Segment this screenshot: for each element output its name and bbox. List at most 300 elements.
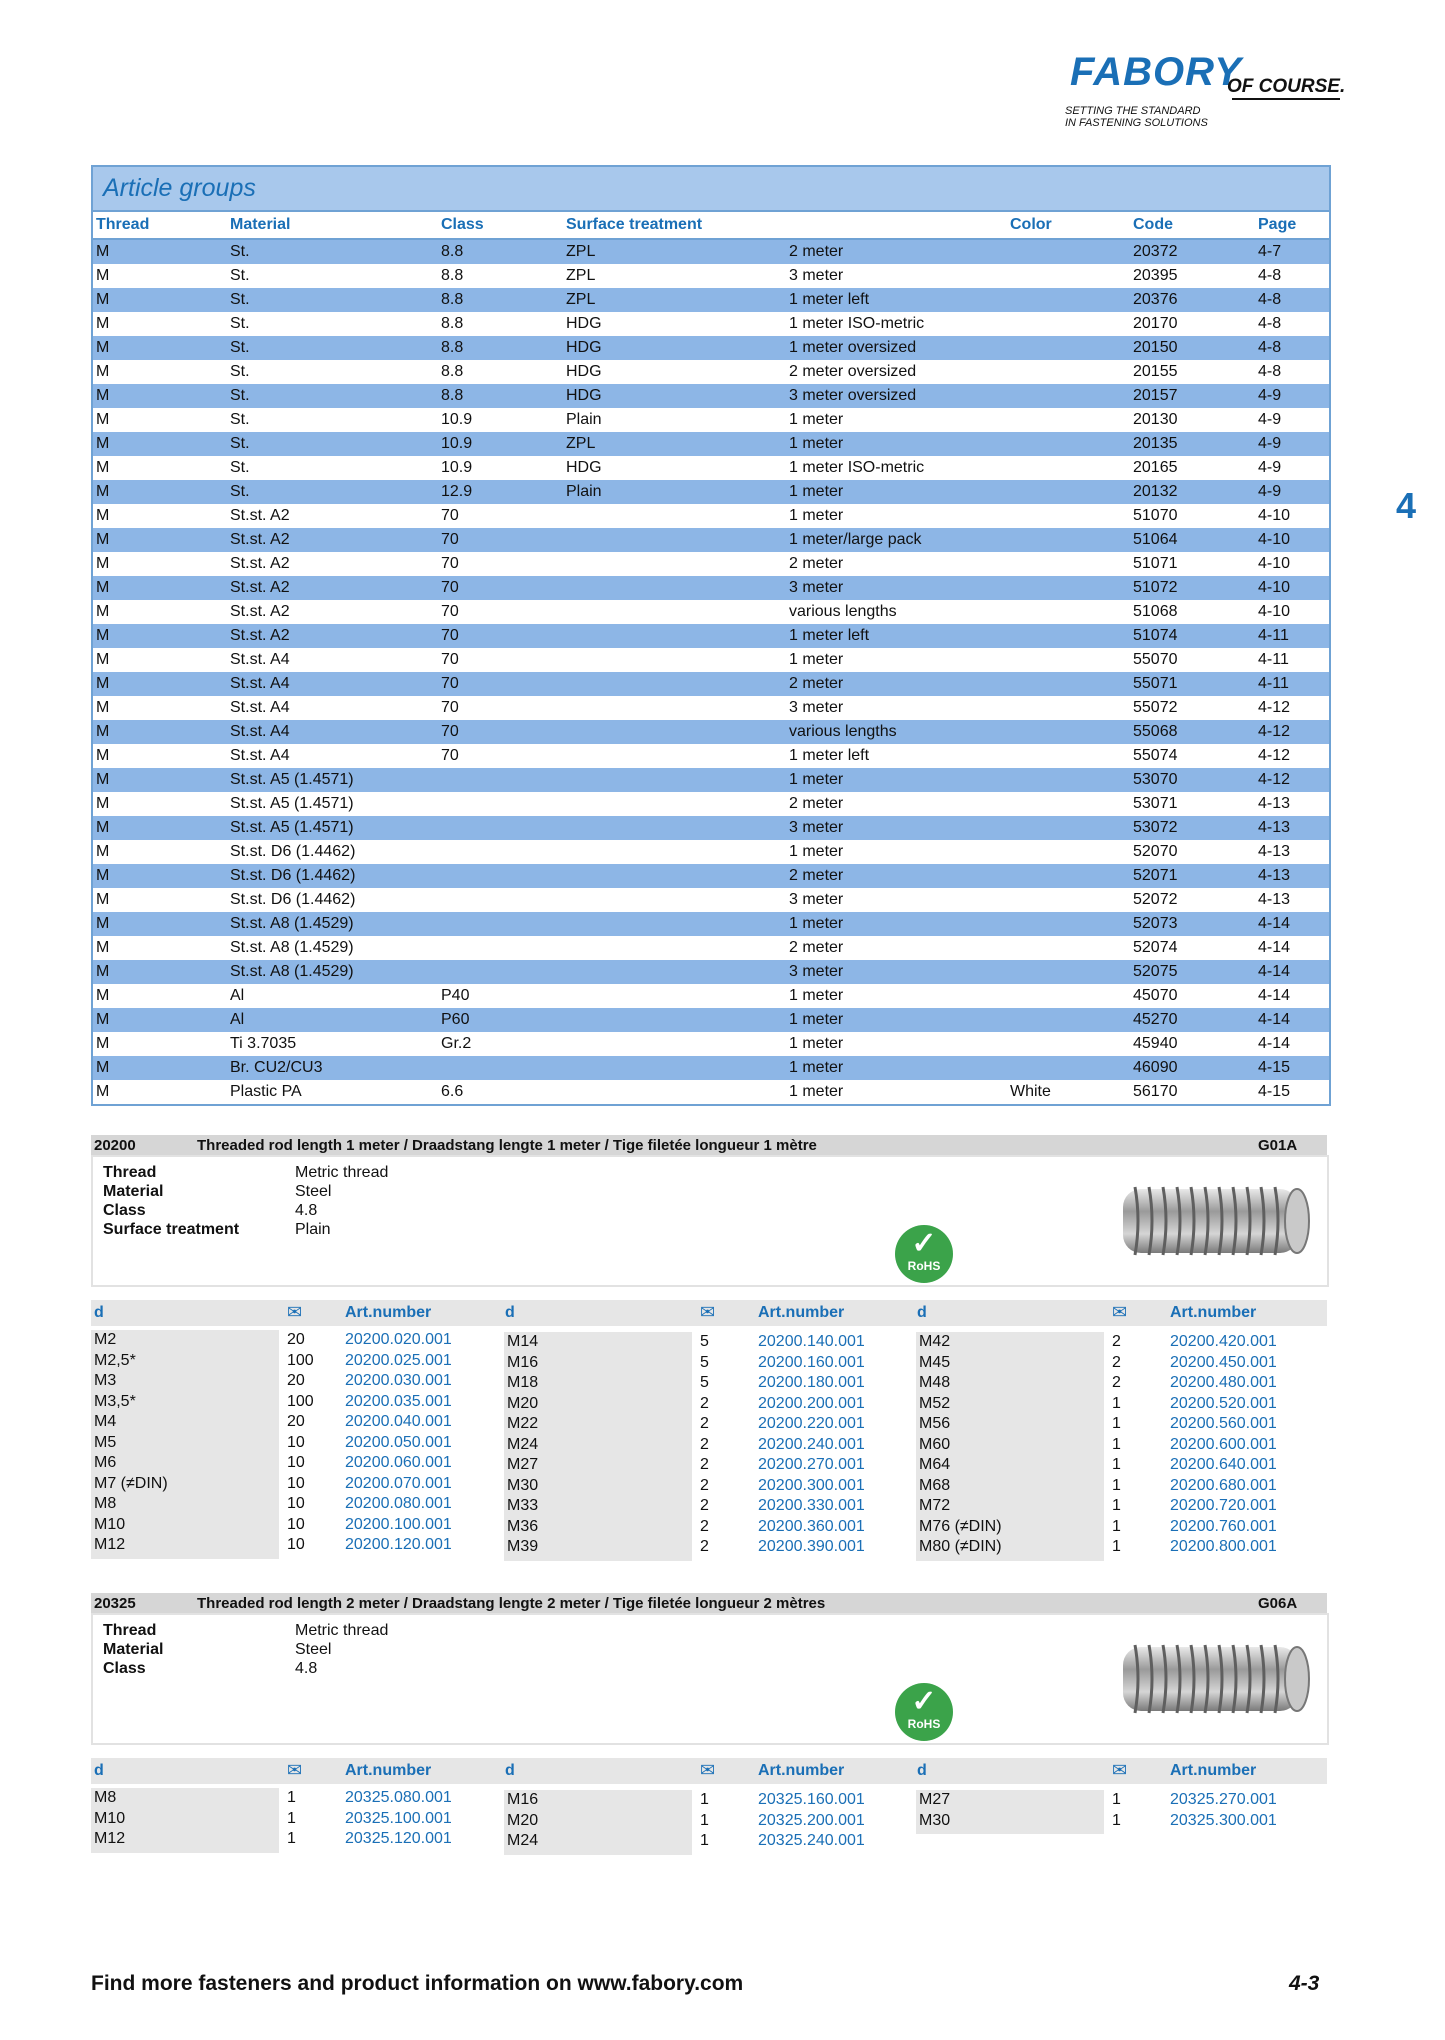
envelope-icon: ✉ [1112,1302,1128,1322]
article-group-cell: 51068 [1133,603,1178,620]
article-art: 20200.240.001 [758,1435,865,1453]
rohs-check-icon: ✓ RoHS [895,1683,953,1741]
article-art: 20200.100.001 [345,1515,452,1533]
envelope-icon: ✉ [1112,1760,1128,1780]
prop-label: Surface treatment [103,1221,240,1238]
article-group-cell: 20165 [1133,459,1178,476]
article-group-row [93,936,1329,960]
article-qty: 5 [700,1374,709,1391]
article-group-cell: 1 meter [789,771,844,788]
article-group-row [93,1032,1329,1056]
article-group-cell: 1 meter [789,507,844,524]
article-group-cell: 2 meter [789,555,844,572]
article-group-cell: M [96,771,110,788]
col-header-art: Art.number [758,1304,845,1321]
section-header-20325 [91,1593,1327,1613]
article-qty: 20 [287,1331,305,1348]
article-size: M33 [507,1497,539,1514]
header-page: Page [1258,216,1297,233]
article-group-cell: 2 meter [789,939,844,956]
article-group-row [93,1056,1329,1080]
col-header-d: d [94,1304,104,1321]
article-art: 20200.050.001 [345,1433,452,1451]
article-group-cell: 4-14 [1258,1035,1291,1052]
article-group-cell: St.st. A2 [230,507,290,524]
article-size: M52 [919,1394,951,1412]
article-art: 20200.760.001 [1170,1517,1277,1535]
article-group-cell: St.st. D6 (1.4462) [230,867,356,884]
article-group-cell: 4-10 [1258,579,1291,596]
section-code: 20200 [94,1137,136,1154]
article-group-cell: 3 meter [789,267,844,284]
article-group-cell: HDG [566,387,602,404]
article-group-cell: 55070 [1133,651,1178,668]
article-group-cell: 4-8 [1258,363,1282,380]
article-group-cell: 52070 [1133,843,1178,860]
section-ref: G06A [1258,1595,1298,1612]
col-header-art: Art.number [345,1762,432,1779]
article-group-cell: 4-13 [1258,843,1291,860]
article-group-cell: 53070 [1133,771,1178,788]
article-group-cell: 12.9 [441,483,473,500]
prop-label: Material [103,1183,164,1200]
article-group-cell: M [96,483,110,500]
article-size: M18 [507,1374,539,1391]
article-group-cell: St. [230,435,250,452]
article-group-row [93,360,1329,384]
article-size: M4 [94,1413,117,1430]
prop-value: Metric thread [295,1164,389,1181]
article-group-cell: St.st. A5 (1.4571) [230,771,354,788]
article-group-row [93,384,1329,408]
article-group-cell: St. [230,459,250,476]
article-art: 20325.120.001 [345,1830,452,1847]
article-qty: 2 [700,1435,709,1453]
article-size: M22 [507,1415,539,1432]
article-group-cell: 2 meter [789,675,844,692]
article-group-cell: 1 meter [789,1011,844,1028]
article-group-cell: St. [230,243,250,260]
article-qty: 10 [287,1536,305,1553]
article-group-cell: 70 [441,747,459,764]
article-group-cell: 1 meter oversized [789,339,917,356]
article-qty: 1 [1112,1538,1121,1555]
article-group-cell: 20132 [1133,483,1178,500]
article-group-cell: 4-14 [1258,915,1291,932]
article-group-cell: 4-8 [1258,267,1282,284]
header-class: Class [441,216,484,233]
article-group-cell: M [96,1035,110,1052]
article-group-row [93,312,1329,336]
section-title: Threaded rod length 2 meter / Draadstang lengte 2 meter / Tige filetée longueur 2 mètres [197,1595,826,1612]
article-size: M7 (≠DIN) [94,1474,168,1492]
article-art: 20200.070.001 [345,1474,452,1492]
article-art: 20200.480.001 [1170,1374,1277,1391]
article-group-cell: 1 meter left [789,747,870,764]
article-qty: 2 [1112,1333,1121,1350]
article-group-cell: M [96,843,110,860]
col-header-art: Art.number [758,1762,845,1779]
article-group-cell: 20395 [1133,267,1178,284]
article-group-cell: Al [230,987,245,1004]
article-group-cell: 4-8 [1258,291,1282,308]
article-group-cell: St. [230,315,250,332]
article-group-cell: 4-15 [1258,1059,1291,1076]
article-group-cell: 3 meter [789,819,844,836]
article-group-cell: 8.8 [441,267,464,284]
prop-label: Class [103,1202,146,1219]
article-group-cell: 70 [441,675,459,692]
article-size: M20 [507,1394,539,1412]
article-group-cell: 4-15 [1258,1083,1291,1100]
article-group-cell: 51071 [1133,555,1178,572]
article-group-cell: 2 meter [789,867,844,884]
article-group-cell: 55072 [1133,699,1178,716]
article-art: 20200.200.001 [758,1394,865,1412]
article-group-row [93,960,1329,984]
article-group-cell: 55074 [1133,747,1178,764]
article-group-cell: M [96,243,110,260]
header-surface: Surface treatment [566,216,703,233]
article-size: M48 [919,1374,951,1391]
article-group-cell: HDG [566,459,602,476]
article-group-cell: 8.8 [441,243,464,260]
article-art: 20325.100.001 [345,1809,452,1827]
article-group-cell: 51064 [1133,531,1178,548]
article-size: M2,5* [94,1351,136,1369]
article-group-cell: 55068 [1133,723,1178,740]
article-groups-body [93,240,1329,1104]
article-size: M6 [94,1454,117,1471]
article-size: M64 [919,1456,951,1473]
article-group-cell: St.st. A5 (1.4571) [230,819,354,836]
article-group-cell: 56170 [1133,1083,1178,1100]
article-group-cell: 4-9 [1258,411,1282,428]
article-group-cell: M [96,795,110,812]
article-group-cell: M [96,939,110,956]
article-group-cell: 52075 [1133,963,1178,980]
article-group-row [93,888,1329,912]
article-size: M8 [94,1495,117,1512]
article-group-cell: 70 [441,723,459,740]
article-group-cell: St.st. A8 (1.4529) [230,963,354,980]
article-art: 20325.270.001 [1170,1791,1277,1808]
article-art: 20200.080.001 [345,1495,452,1512]
col-header-art: Art.number [345,1304,432,1321]
article-group-cell: 1 meter ISO-metric [789,459,925,476]
prop-value: 4.8 [295,1660,318,1677]
article-group-row [93,552,1329,576]
article-size: M10 [94,1515,126,1533]
article-qty: 1 [1112,1394,1121,1412]
article-group-cell: M [96,651,110,668]
col-header-art: Art.number [1170,1762,1257,1779]
article-group-cell: St.st. A4 [230,651,290,668]
article-group-row [93,792,1329,816]
article-group-cell: 10.9 [441,411,473,428]
article-group-row [93,864,1329,888]
article-group-cell: Plain [566,411,602,428]
article-group-cell: 6.6 [441,1083,464,1100]
article-qty: 5 [700,1333,709,1350]
article-group-cell: various lengths [789,723,897,740]
logo-underline [1232,98,1340,100]
article-group-cell: 46090 [1133,1059,1178,1076]
logo-tagline: OF COURSE. [1227,76,1346,97]
article-art: 20200.160.001 [758,1353,865,1371]
article-group-cell: M [96,435,110,452]
prop-value: Metric thread [295,1622,389,1639]
section-code: 20325 [94,1595,136,1612]
col-header-art: Art.number [1170,1304,1257,1321]
article-group-cell: ZPL [566,435,596,452]
article-size: M14 [507,1333,539,1350]
article-group-cell: 4-12 [1258,747,1291,764]
article-size: M12 [94,1536,126,1553]
prop-value: Plain [295,1221,331,1238]
article-art: 20325.080.001 [345,1789,452,1806]
article-group-cell: 1 meter [789,1083,844,1100]
article-qty: 10 [287,1433,305,1451]
article-size: M30 [919,1811,951,1829]
article-group-cell: St. [230,363,250,380]
article-group-row [93,984,1329,1008]
article-group-cell: St.st. A2 [230,579,290,596]
header-color: Color [1010,216,1052,233]
article-group-cell: HDG [566,339,602,356]
article-art: 20200.035.001 [345,1392,452,1410]
article-group-cell: 4-9 [1258,387,1282,404]
article-group-cell: 52073 [1133,915,1178,932]
article-group-cell: ZPL [566,267,596,284]
article-group-row [93,504,1329,528]
article-group-row [93,768,1329,792]
article-art: 20200.060.001 [345,1454,452,1471]
article-group-row [93,912,1329,936]
article-art: 20200.220.001 [758,1415,865,1432]
article-group-cell: M [96,315,110,332]
article-group-row [93,624,1329,648]
article-qty: 1 [287,1830,296,1847]
article-qty: 1 [1112,1811,1121,1829]
article-group-cell: 3 meter [789,963,844,980]
article-group-row [93,816,1329,840]
envelope-icon: ✉ [700,1302,716,1322]
article-group-row [93,1080,1329,1104]
article-group-cell: 4-12 [1258,723,1291,740]
article-group-cell: 45070 [1133,987,1178,1004]
article-group-cell: 20155 [1133,363,1178,380]
article-group-cell: 45270 [1133,1011,1178,1028]
article-size: M56 [919,1415,951,1432]
article-group-cell: M [96,1011,110,1028]
article-group-cell: St.st. A2 [230,627,290,644]
article-qty: 1 [1112,1791,1121,1808]
envelope-icon: ✉ [700,1760,716,1780]
header-code: Code [1133,216,1173,233]
col-header-d: d [917,1304,927,1321]
article-group-cell: St.st. A2 [230,603,290,620]
article-size: M20 [507,1811,539,1829]
footer-text: Find more fasteners and product information on www.fabory.com [91,1972,744,1995]
article-group-cell: 1 meter [789,651,844,668]
article-group-cell: 1 meter ISO-metric [789,315,925,332]
article-art: 20325.160.001 [758,1791,865,1808]
article-group-cell: 4-9 [1258,483,1282,500]
article-qty: 10 [287,1515,305,1533]
chapter-number: 4 [1396,485,1417,526]
article-group-cell: 4-7 [1258,243,1282,260]
article-group-cell: 10.9 [441,459,473,476]
article-art: 20200.420.001 [1170,1333,1277,1350]
article-size: M10 [94,1809,126,1827]
article-group-cell: 4-14 [1258,939,1291,956]
article-qty: 2 [1112,1353,1121,1371]
article-group-cell: Plain [566,483,602,500]
article-group-cell: 1 meter [789,1035,844,1052]
article-qty: 1 [700,1832,709,1849]
envelope-icon: ✉ [287,1302,303,1322]
article-group-cell: Ti 3.7035 [230,1035,297,1052]
article-group-cell: 1 meter left [789,627,870,644]
article-group-cell: 70 [441,579,459,596]
article-group-cell: 2 meter [789,243,844,260]
article-group-cell: 8.8 [441,387,464,404]
article-size: M76 (≠DIN) [919,1517,1002,1535]
col-header-d: d [505,1304,515,1321]
article-qty: 1 [1112,1476,1121,1494]
article-size: M3 [94,1372,117,1389]
article-size: M45 [919,1353,951,1371]
article-size: M3,5* [94,1392,136,1410]
article-qty: 100 [287,1351,314,1369]
article-group-cell: White [1010,1083,1051,1100]
article-group-cell: 20157 [1133,387,1178,404]
col-header-d: d [917,1762,927,1779]
article-group-cell: 4-11 [1258,627,1289,644]
article-art: 20200.800.001 [1170,1538,1277,1555]
article-group-cell: 70 [441,651,459,668]
article-group-cell: 4-14 [1258,987,1291,1004]
article-group-cell: M [96,627,110,644]
article-art: 20325.200.001 [758,1811,865,1829]
article-group-cell: 52074 [1133,939,1178,956]
article-qty: 2 [700,1497,709,1514]
article-group-cell: M [96,699,110,716]
article-group-cell: M [96,363,110,380]
article-group-cell: M [96,987,110,1004]
article-group-row [93,840,1329,864]
prop-label: Thread [103,1622,157,1639]
article-group-cell: M [96,747,110,764]
article-group-cell: 1 meter [789,483,844,500]
article-qty: 2 [700,1517,709,1535]
article-qty: 2 [700,1456,709,1473]
article-qty: 2 [700,1415,709,1432]
article-art: 20200.020.001 [345,1331,452,1348]
rohs-label: RoHS [907,1259,941,1273]
article-group-cell: 70 [441,555,459,572]
article-group-cell: St.st. A4 [230,675,290,692]
article-group-cell: St.st. D6 (1.4462) [230,843,356,860]
article-group-cell: 3 meter [789,699,844,716]
article-group-cell: M [96,915,110,932]
article-group-cell: 8.8 [441,363,464,380]
article-group-cell: 4-10 [1258,531,1291,548]
col-header-d: d [505,1762,515,1779]
article-group-cell: St.st. D6 (1.4462) [230,891,356,908]
article-group-cell: St. [230,339,250,356]
article-group-cell: 4-11 [1258,651,1289,668]
article-group-cell: M [96,387,110,404]
section-spec-box [91,1155,1329,1287]
article-size: M8 [94,1789,117,1806]
threaded-rod-image [1113,1179,1313,1263]
article-art: 20200.120.001 [345,1536,452,1553]
article-qty: 10 [287,1495,305,1512]
article-group-row [93,456,1329,480]
article-group-cell: M [96,723,110,740]
article-art: 20200.520.001 [1170,1394,1277,1412]
article-group-cell: M [96,411,110,428]
prop-label: Class [103,1660,146,1677]
article-group-cell: 1 meter [789,1059,844,1076]
article-table-header [91,1758,1327,1784]
article-group-cell: M [96,267,110,284]
article-art: 20200.720.001 [1170,1497,1277,1514]
article-qty: 1 [1112,1435,1121,1453]
article-group-row [93,648,1329,672]
article-group-cell: 4-12 [1258,771,1291,788]
article-art: 20200.180.001 [758,1374,865,1391]
article-size: M42 [919,1333,951,1350]
article-group-cell: St.st. A4 [230,723,290,740]
article-group-cell: ZPL [566,243,596,260]
article-art: 20200.600.001 [1170,1435,1277,1453]
article-group-cell: 4-10 [1258,603,1291,620]
logo-subline [1065,105,1208,129]
article-group-cell: 4-9 [1258,459,1282,476]
col-header-d: d [94,1762,104,1779]
section-header-20200 [91,1135,1327,1155]
article-group-cell: M [96,1059,110,1076]
article-group-cell: St.st. A8 (1.4529) [230,915,354,932]
article-art: 20325.240.001 [758,1832,865,1849]
article-group-cell: 45940 [1133,1035,1178,1052]
article-group-cell: 20135 [1133,435,1178,452]
article-group-row [93,696,1329,720]
article-group-cell: 1 meter [789,915,844,932]
article-group-cell: Al [230,1011,245,1028]
article-group-cell: 1 meter [789,435,844,452]
article-group-cell: 70 [441,699,459,716]
article-group-cell: 4-12 [1258,699,1291,716]
article-group-cell: St. [230,387,250,404]
article-qty: 1 [700,1811,709,1829]
prop-label: Thread [103,1164,157,1181]
article-qty: 1 [287,1789,296,1806]
article-group-cell: M [96,675,110,692]
article-size: M30 [507,1476,539,1494]
prop-label: Material [103,1641,164,1658]
article-group-row [93,480,1329,504]
article-group-row [93,672,1329,696]
article-size: M24 [507,1832,539,1849]
article-group-cell: 4-13 [1258,819,1291,836]
article-group-cell: M [96,819,110,836]
article-group-row [93,576,1329,600]
article-art: 20200.300.001 [758,1476,865,1494]
